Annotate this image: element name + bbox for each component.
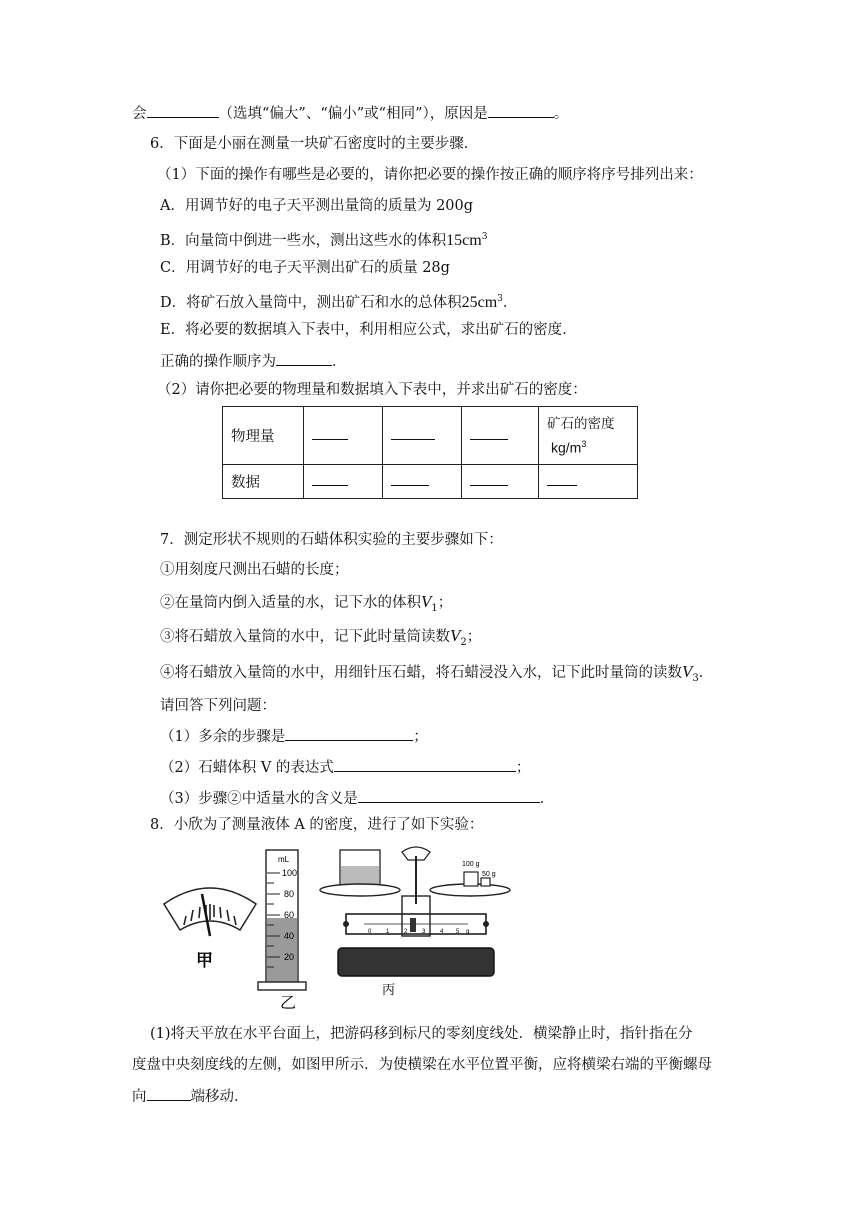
cylinder-tick-40: 40	[284, 931, 295, 941]
balance-figure	[316, 842, 516, 1002]
q5-mid: （选填“偏大”、“偏小”或“相同”），原因是	[218, 106, 488, 122]
q7-step-3: ③将石蜡放入量筒的水中，记下此时量筒读数$V_2$；	[160, 626, 482, 648]
cylinder-unit-label: mL	[278, 855, 290, 864]
rider	[410, 918, 416, 932]
q7-step-4: ④将石蜡放入量筒的水中，用细针压石蜡，将石蜡浸没入水，记下此时量筒的读数$V_3$．	[160, 662, 714, 684]
q5-line	[132, 103, 568, 124]
q7-step-2-text: ②在量筒内倒入适量的水，记下水的体积	[160, 595, 421, 611]
q6-data-table	[222, 406, 638, 499]
q5-blank-1[interactable]	[147, 103, 219, 118]
table-cell-blank[interactable]	[383, 407, 462, 465]
scale-tick-0: 0	[368, 929, 372, 935]
q7-step-3-text: ③将石蜡放入量筒的水中，记下此时量筒读数	[160, 629, 450, 645]
q7-answer-1-label: （1）多余的步骤是	[160, 729, 286, 745]
q6-part1: （1）下面的操作有哪些是必要的，请你把必要的操作按正确的顺序将序号排列出来：	[157, 167, 703, 183]
scale-tick-2: 2	[404, 929, 408, 935]
q6-option-b-text: B．向量筒中倒进一些水，测出这些水的体积	[160, 232, 447, 249]
table-cell-blank[interactable]	[304, 465, 383, 499]
q7-answer-3-blank[interactable]	[358, 788, 540, 803]
cylinder-tick-20: 20	[284, 952, 295, 962]
right-nut	[483, 921, 489, 927]
q8-part1-line2: 度盘中央刻度线的左侧，如图甲所示．为使横梁在水平位置平衡，应将横梁右端的平衡螺母	[132, 1057, 712, 1073]
q8-part1-line3	[132, 1086, 249, 1107]
q7-answer-1-blank[interactable]	[285, 726, 413, 741]
table-cell-blank[interactable]	[539, 465, 638, 499]
q7-step-2: ②在量筒内倒入适量的水，记下水的体积$V_1$；	[160, 592, 453, 614]
q6-option-c: C．用调节好的电子天平测出矿石的质量 28g	[160, 260, 450, 276]
scale-tick-3: 3	[422, 929, 426, 935]
q8-part1-prefix: 向	[132, 1089, 147, 1105]
q7-ask: 请回答下列问题：	[160, 698, 276, 714]
q5-prefix: 会	[132, 106, 147, 122]
q6-option-d: D．将矿石放入量筒中，测出矿石和水的总体积$25cm^3$．	[160, 293, 518, 311]
scale-tick-5: 5	[456, 929, 460, 935]
q7-answer-2-label: （2）石蜡体积 V 的表达式	[160, 760, 334, 776]
weight-100g	[464, 872, 478, 886]
q5-end: 。	[553, 106, 569, 122]
table-cell-blank[interactable]	[383, 465, 462, 499]
q6-order-label: 正确的操作顺序为	[160, 354, 276, 370]
table-cell-density-header: 矿石的密度 $kg/m^3$	[539, 407, 638, 465]
left-nut	[343, 921, 349, 927]
weight-100g-label: 100 g	[462, 861, 480, 868]
q6-order-blank[interactable]	[276, 351, 332, 366]
q7-answer-2-blank[interactable]	[334, 757, 516, 772]
q8-part1-blank[interactable]	[147, 1086, 191, 1101]
table-cell-blank[interactable]	[462, 465, 539, 499]
density-label: 矿石的密度	[547, 415, 615, 432]
fig-label-bing: 丙	[382, 983, 396, 998]
weight-50g	[481, 878, 490, 886]
q6-option-e: E．将必要的数据填入下表中，利用相应公式，求出矿石的密度．	[160, 322, 577, 338]
left-pan	[320, 884, 400, 896]
q6-part2: （2）请你把必要的物理量和数据填入下表中，并求出矿石的密度：	[157, 382, 587, 398]
q8-title: 8．小欣为了测量液体 A 的密度，进行了如下实验：	[150, 817, 484, 833]
q8-part1-line1: (1)将天平放在水平台面上，把游码移到标尺的零刻度线处．横梁静止时，指针指在分	[150, 1026, 693, 1042]
table-row	[223, 465, 638, 499]
q7-step-4-text: ④将石蜡放入量筒的水中，用细针压石蜡，将石蜡浸没入水，记下此时量筒的读数	[160, 665, 682, 681]
density-unit: kg/m	[551, 439, 582, 456]
q6-option-b-value: 15cm	[446, 231, 482, 249]
q6-title: 6．下面是小丽在测量一块矿石密度时的主要步骤．	[150, 136, 479, 152]
table-cell-blank[interactable]	[462, 407, 539, 465]
q8-part1-suffix: 端移动．	[190, 1089, 249, 1105]
scale-tick-4: 4	[440, 929, 444, 935]
q7-answer-2: （2）石蜡体积 V 的表达式 ；	[160, 757, 530, 778]
q6-option-b: B．向量筒中倒进一些水，测出这些水的体积$15cm^3$	[160, 231, 488, 249]
q7-title: 7．测定形状不规则的石蜡体积实验的主要步骤如下：	[160, 532, 503, 548]
q6-option-d-value: 25cm	[461, 293, 498, 311]
balance-base	[338, 948, 494, 976]
fig-label-yi: 乙	[280, 993, 297, 1010]
q7-answer-3: （3）步骤②中适量水的含义是 ．	[160, 788, 554, 809]
weight-50g-label: 50 g	[482, 871, 496, 878]
q6-option-d-text: D．将矿石放入量筒中，测出矿石和水的总体积	[160, 294, 462, 311]
table-cell-blank[interactable]	[304, 407, 383, 465]
q7-step-1: ①用刻度尺测出石蜡的长度；	[160, 562, 349, 578]
cylinder-tick-100: 100	[282, 868, 298, 878]
table-cell-quantity-label: 物理量	[223, 407, 304, 465]
table-row	[223, 407, 638, 465]
q5-blank-2[interactable]	[488, 103, 554, 118]
cylinder-liquid	[267, 918, 297, 983]
dial-figure	[160, 868, 260, 972]
table-cell-data-label: 数据	[223, 465, 304, 499]
scale-tick-1: 1	[386, 929, 390, 935]
q7-answer-1: （1）多余的步骤是 ；	[160, 726, 428, 747]
scale-unit: g	[466, 929, 470, 935]
q6-option-a: A．用调节好的电子天平测出量筒的质量为 200g	[160, 198, 474, 214]
cylinder-tick-80: 80	[284, 889, 295, 899]
cylinder-figure	[256, 840, 312, 1010]
fig-label-jia: 甲	[196, 951, 213, 971]
q7-answer-3-label: （3）步骤②中适量水的含义是	[160, 791, 358, 807]
cylinder-tick-60: 60	[284, 910, 295, 920]
q6-order-line: 正确的操作顺序为 ．	[160, 351, 347, 372]
cylinder-base	[258, 982, 306, 990]
